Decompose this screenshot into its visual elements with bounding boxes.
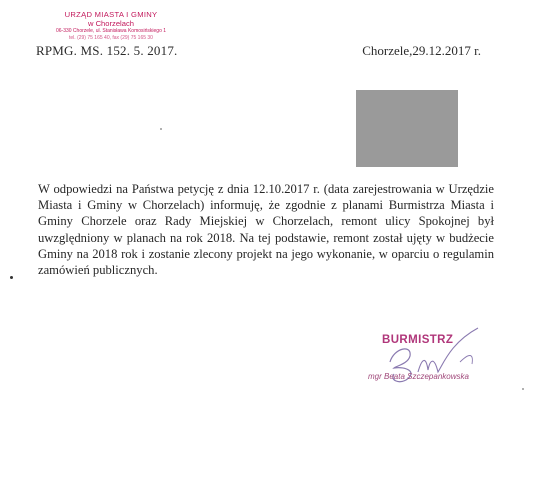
redacted-address-block bbox=[356, 90, 458, 167]
scan-speck bbox=[522, 388, 524, 390]
place-date: Chorzele,29.12.2017 r. bbox=[362, 43, 481, 58]
signature-block bbox=[360, 322, 500, 392]
reference-number: RPMG. MS. 152. 5. 2017. bbox=[36, 43, 178, 58]
margin-dot bbox=[10, 276, 13, 279]
signatory-name: mgr Beata Szczepankowska bbox=[368, 372, 469, 381]
stamp-line-phone: tel. (29) 75 165 40, fax (29) 75 165 30 bbox=[69, 35, 153, 41]
stamp-line-office: URZĄD MIASTA I GMINY bbox=[64, 10, 158, 19]
office-stamp bbox=[34, 10, 188, 41]
scan-speck bbox=[160, 128, 162, 130]
stamp-line-town: w Chorzelach bbox=[87, 19, 134, 28]
signature-title: BURMISTRZ bbox=[382, 334, 454, 346]
handwritten-signature bbox=[360, 322, 500, 392]
stamp-line-address: 06-330 Chorzele, ul. Stanisława Komosińskiego 1 bbox=[55, 28, 167, 34]
letter-body: W odpowiedzi na Państwa petycję z dnia 12.10.2017 r. (data zarejestrowania w Urzędzie Miasta i Gminy w Chorzelach) informuję, że zgodnie z planami Burmistrza Miasta i Gminy Chorzele oraz Rady Miejskiej w Chorzelach, remont ulicy Spokojnej był uwzględniony w planach na rok 2018. Na tej podstawie, remont został ujęty w budżecie Gminy na 2018 rok i zostanie zlecony projekt na jego wykonanie, w oparciu o regulamin zamówień publicznych. bbox=[38, 182, 494, 278]
